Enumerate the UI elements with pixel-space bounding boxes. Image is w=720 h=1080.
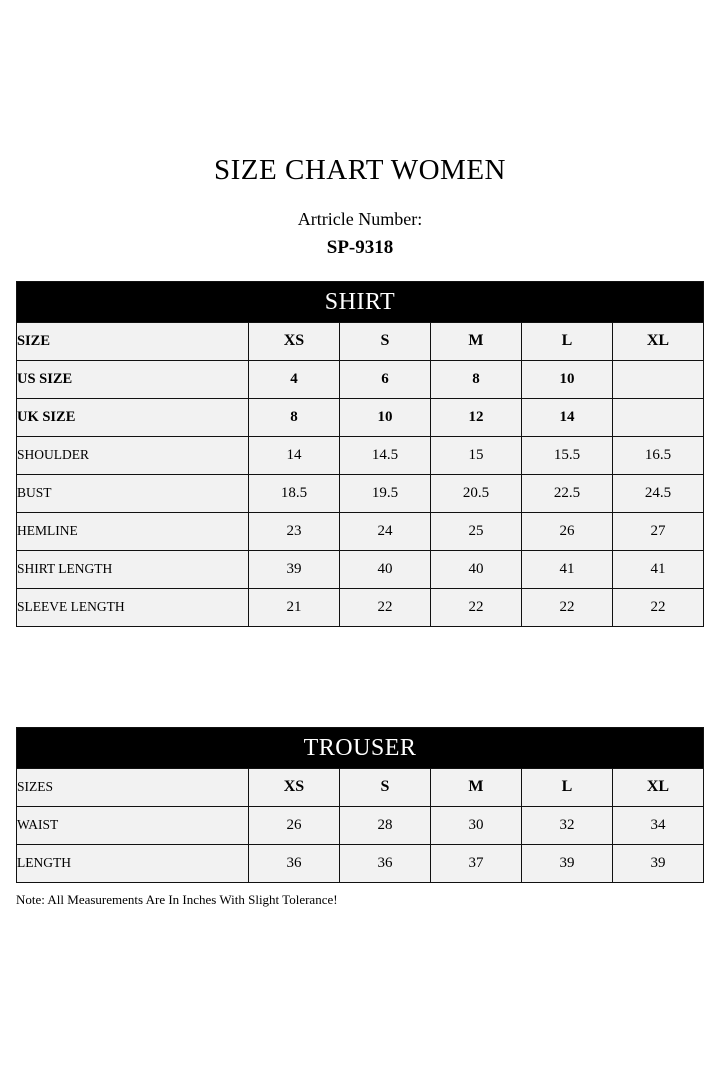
table-row [16, 436, 703, 474]
table-row [16, 806, 703, 844]
trouser-length-xs: 36 [248, 844, 339, 882]
shirt-shoulder-m: 15 [430, 436, 521, 474]
table-row [16, 844, 703, 882]
shirt-uk-size-l: 14 [521, 398, 612, 436]
shirt-shoulder-s: 14.5 [339, 436, 430, 474]
shirt-row-label-uk-size: UK SIZE [16, 398, 248, 436]
article-number-label: Artricle Number: [297, 208, 423, 229]
shirt-shoulder-xl: 16.5 [612, 436, 703, 474]
shirt-row-label-shirt-length: SHIRT LENGTH [16, 550, 248, 588]
shirt-length-s: 40 [339, 550, 430, 588]
shirt-hemline-m: 25 [430, 512, 521, 550]
shirt-us-size-l: 10 [521, 360, 612, 398]
section-spacer [0, 627, 720, 727]
trouser-length-m: 37 [430, 844, 521, 882]
shirt-shoulder-xs: 14 [248, 436, 339, 474]
shirt-sleeve-length-m: 22 [430, 588, 521, 626]
shirt-length-xl: 41 [612, 550, 703, 588]
shirt-header-row [16, 322, 703, 360]
page-title: SIZE CHART WOMEN [214, 154, 506, 186]
trouser-length-l: 39 [521, 844, 612, 882]
table-row [16, 474, 703, 512]
table-row [16, 588, 703, 626]
trouser-banner-row [16, 727, 703, 768]
shirt-header-xl: XL [612, 322, 703, 360]
shirt-row-label-hemline: HEMLINE [16, 512, 248, 550]
shirt-header-m: M [430, 322, 521, 360]
shirt-sleeve-length-xs: 21 [248, 588, 339, 626]
shirt-hemline-s: 24 [339, 512, 430, 550]
shirt-banner: SHIRT [16, 281, 703, 322]
shirt-row-label-us-size: US SIZE [16, 360, 248, 398]
shirt-sleeve-length-xl: 22 [612, 588, 703, 626]
shirt-uk-size-xs: 8 [248, 398, 339, 436]
article-number-value: SP-9318 [326, 236, 394, 258]
shirt-length-xs: 39 [248, 550, 339, 588]
shirt-header-s: S [339, 322, 430, 360]
shirt-header-l: L [521, 322, 612, 360]
shirt-us-size-s: 6 [339, 360, 430, 398]
trouser-header-s: S [339, 768, 430, 806]
trouser-length-s: 36 [339, 844, 430, 882]
shirt-size-table [16, 281, 704, 627]
shirt-length-l: 41 [521, 550, 612, 588]
trouser-waist-l: 32 [521, 806, 612, 844]
shirt-row-label-bust: BUST [16, 474, 248, 512]
trouser-header-l: L [521, 768, 612, 806]
trouser-size-table [16, 727, 704, 883]
shirt-sleeve-length-l: 22 [521, 588, 612, 626]
table-row [16, 360, 703, 398]
trouser-waist-s: 28 [339, 806, 430, 844]
table-row [16, 512, 703, 550]
shirt-header-label: SIZE [16, 322, 248, 360]
shirt-hemline-xs: 23 [248, 512, 339, 550]
shirt-uk-size-xl [612, 398, 703, 436]
shirt-uk-size-s: 10 [339, 398, 430, 436]
trouser-waist-xl: 34 [612, 806, 703, 844]
shirt-uk-size-m: 12 [430, 398, 521, 436]
table-row [16, 398, 703, 436]
shirt-bust-m: 20.5 [430, 474, 521, 512]
trouser-header-row [16, 768, 703, 806]
shirt-length-m: 40 [430, 550, 521, 588]
shirt-row-label-shoulder: SHOULDER [16, 436, 248, 474]
trouser-header-m: M [430, 768, 521, 806]
shirt-bust-l: 22.5 [521, 474, 612, 512]
trouser-header-label: SIZES [16, 768, 248, 806]
shirt-hemline-l: 26 [521, 512, 612, 550]
shirt-us-size-m: 8 [430, 360, 521, 398]
measurement-note: Note: All Measurements Are In Inches With Slight Tolerance! [16, 891, 338, 907]
shirt-sleeve-length-s: 22 [339, 588, 430, 626]
trouser-row-label-waist: WAIST [16, 806, 248, 844]
trouser-header-xl: XL [612, 768, 703, 806]
shirt-hemline-xl: 27 [612, 512, 703, 550]
table-row [16, 550, 703, 588]
trouser-banner: TROUSER [16, 727, 703, 768]
shirt-row-label-sleeve-length: SLEEVE LENGTH [16, 588, 248, 626]
trouser-waist-xs: 26 [248, 806, 339, 844]
shirt-us-size-xl [612, 360, 703, 398]
shirt-bust-s: 19.5 [339, 474, 430, 512]
shirt-us-size-xs: 4 [248, 360, 339, 398]
shirt-banner-row [16, 281, 703, 322]
shirt-header-xs: XS [248, 322, 339, 360]
shirt-bust-xl: 24.5 [612, 474, 703, 512]
trouser-row-label-length: LENGTH [16, 844, 248, 882]
trouser-length-xl: 39 [612, 844, 703, 882]
trouser-waist-m: 30 [430, 806, 521, 844]
shirt-bust-xs: 18.5 [248, 474, 339, 512]
trouser-header-xs: XS [248, 768, 339, 806]
shirt-shoulder-l: 15.5 [521, 436, 612, 474]
